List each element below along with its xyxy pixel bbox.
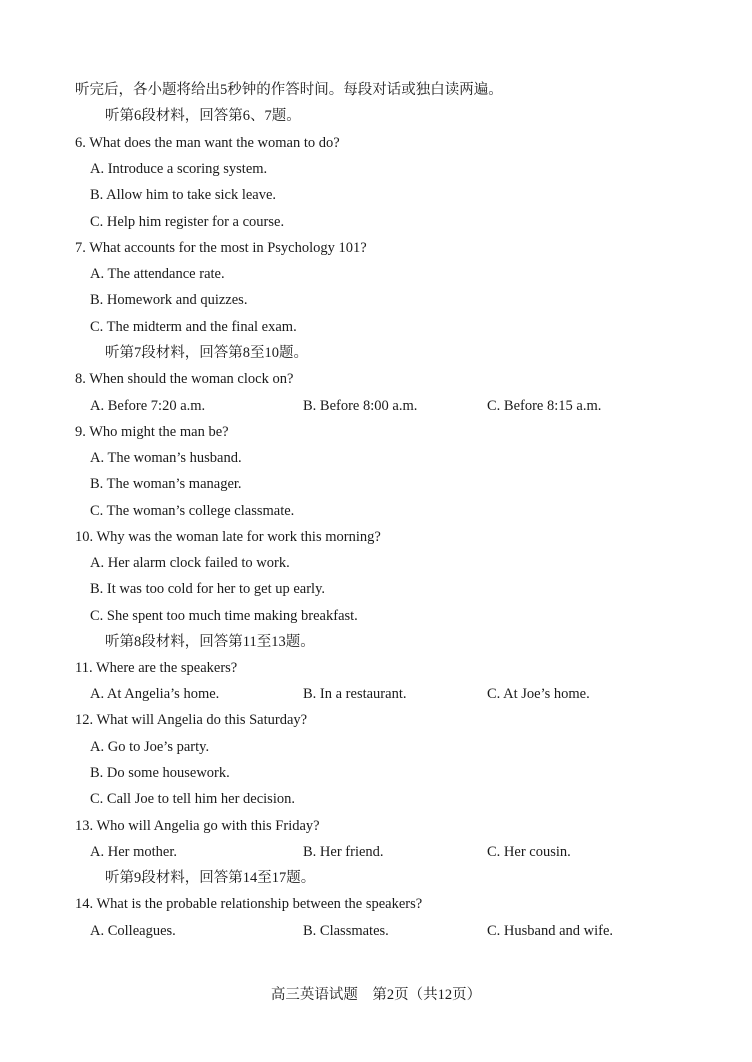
question-10-option-b: B. It was too cold for her to get up early.: [90, 581, 326, 597]
question-13-option-a: A. Her mother.: [90, 844, 177, 860]
question-12-option-c: C. Call Joe to tell him her decision.: [90, 791, 295, 807]
question-11-option-b: B. In a restaurant.: [303, 686, 407, 702]
question-7-option-c: C. The midterm and the final exam.: [90, 319, 297, 335]
question-13-option-c: C. Her cousin.: [487, 844, 571, 860]
section-8-heading: 听第8段材料，回答第11至13题。: [105, 634, 315, 650]
question-11: 11. Where are the speakers?: [75, 660, 238, 676]
question-9: 9. Who might the man be?: [75, 424, 229, 440]
question-7: 7. What accounts for the most in Psychology 101?: [75, 240, 367, 256]
question-8-option-c: C. Before 8:15 a.m.: [487, 398, 602, 414]
question-13: 13. Who will Angelia go with this Friday?: [75, 818, 320, 834]
section-6-heading: 听第6段材料，回答第6、7题。: [105, 108, 301, 124]
question-12: 12. What will Angelia do this Saturday?: [75, 712, 308, 728]
question-7-option-a: A. The attendance rate.: [90, 266, 225, 282]
question-14: 14. What is the probable relationship between the speakers?: [75, 896, 423, 912]
question-10-option-c: C. She spent too much time making breakfast.: [90, 608, 358, 624]
question-9-option-b: B. The woman’s manager.: [90, 476, 242, 492]
question-14-options: [90, 922, 710, 940]
question-11-options: [90, 685, 710, 703]
question-8: 8. When should the woman clock on?: [75, 371, 294, 387]
question-12-option-b: B. Do some housework.: [90, 765, 230, 781]
question-8-option-b: B. Before 8:00 a.m.: [303, 398, 418, 414]
question-8-option-a: A. Before 7:20 a.m.: [90, 398, 206, 414]
question-10-option-a: A. Her alarm clock failed to work.: [90, 555, 290, 571]
section-7-heading: 听第7段材料，回答第8至10题。: [105, 345, 308, 361]
question-13-option-b: B. Her friend.: [303, 844, 384, 860]
question-7-option-b: B. Homework and quizzes.: [90, 292, 248, 308]
question-8-options: [90, 397, 710, 415]
question-6-option-a: A. Introduce a scoring system.: [90, 161, 268, 177]
question-11-option-c: C. At Joe’s home.: [487, 686, 590, 702]
question-12-option-a: A. Go to Joe’s party.: [90, 739, 210, 755]
question-10: 10. Why was the woman late for work this morning?: [75, 529, 381, 545]
question-9-option-a: A. The woman’s husband.: [90, 450, 242, 466]
question-14-option-b: B. Classmates.: [303, 923, 389, 939]
section-9-heading: 听第9段材料，回答第14至17题。: [105, 870, 316, 886]
question-14-option-c: C. Husband and wife.: [487, 923, 614, 939]
listening-instructions: 听完后，各小题将给出5秒钟的作答时间。每段对话或独白读两遍。: [75, 82, 503, 98]
question-14-option-a: A. Colleagues.: [90, 923, 176, 939]
question-11-option-a: A. At Angelia’s home.: [90, 686, 220, 702]
question-13-options: [90, 843, 710, 861]
question-6-option-b: B. Allow him to take sick leave.: [90, 187, 277, 203]
page-footer: 高三英语试题 第2页（共12页）: [270, 987, 482, 1003]
question-6: 6. What does the man want the woman to do?: [75, 135, 340, 151]
question-6-option-c: C. Help him register for a course.: [90, 214, 285, 230]
question-9-option-c: C. The woman’s college classmate.: [90, 503, 295, 519]
